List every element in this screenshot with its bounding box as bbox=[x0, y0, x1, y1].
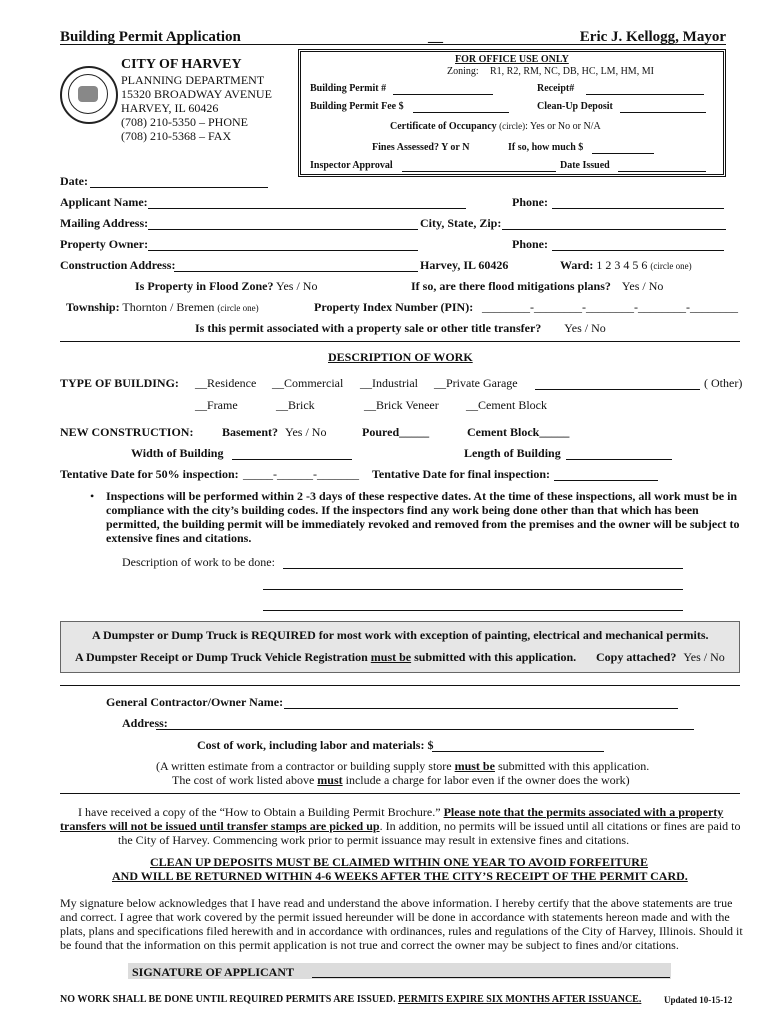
section-rule bbox=[60, 341, 740, 342]
footer-expire: PERMITS EXPIRE SIX MONTHS AFTER ISSUANCE. bbox=[397, 994, 642, 1005]
description-line-1[interactable] bbox=[283, 557, 683, 569]
receipt-field[interactable] bbox=[586, 83, 704, 95]
pin-label: Property Index Number (PIN): bbox=[314, 300, 474, 314]
how-much-label: If so, how much $ bbox=[508, 142, 584, 153]
cost-label: Cost of work, including labor and materials bbox=[197, 738, 421, 752]
cleanup-deposit-field[interactable] bbox=[620, 101, 706, 113]
date-issued-label: Date Issued bbox=[560, 160, 610, 171]
transfer-note: Please note that the permits associated with a property bbox=[443, 805, 724, 819]
zoning-options: R1, R2, RM, NC, DB, HC, LM, HM, MI bbox=[490, 66, 654, 77]
inspector-approval-label: Inspector Approval bbox=[310, 160, 393, 171]
cost-dollar: : $ bbox=[420, 738, 434, 752]
inspection-notice: Inspections will be performed within 2 -3 days of these respective dates. At the time of these inspections, all work must be in compliance with the city’s building codes. If the inspectors find any work being done other than that which has been permitted, the building permit will be immediately revoked and removed from the premises and the owner will be subject to extensive fines and citations. bbox=[106, 489, 740, 545]
township-label: Township: bbox=[66, 300, 120, 314]
cert-label: Certificate of Occupancy bbox=[390, 121, 497, 132]
csz-label: City, State, Zip: bbox=[420, 216, 502, 230]
other-field[interactable] bbox=[535, 378, 700, 390]
cement-block-option[interactable]: __Cement Block bbox=[466, 398, 547, 412]
tent-50-label: Tentative Date for 50% inspection: bbox=[60, 467, 239, 481]
mitigation-label: If so, are there flood mitigations plans? bbox=[411, 279, 611, 293]
mailing-label: Mailing Address: bbox=[60, 216, 149, 230]
owner-label: Property Owner: bbox=[60, 237, 149, 251]
dumpster-line-2c: submitted with this application. bbox=[411, 650, 577, 664]
new-construction-label: NEW CONSTRUCTION: bbox=[60, 425, 194, 439]
cert-circle: (circle) bbox=[499, 121, 526, 131]
permit-fee-label: Building Permit Fee $ bbox=[310, 101, 404, 112]
dumpster-line-2a: A Dumpster Receipt or Dump Truck Vehicle Registration bbox=[75, 650, 371, 664]
date-label: Date: bbox=[60, 174, 88, 188]
city-street: 15320 BROADWAY AVENUE bbox=[121, 87, 272, 101]
brochure-text: I have received a copy of the “How to Obtain a Building Permit Brochure.” bbox=[78, 805, 444, 819]
brick-veneer-option[interactable]: __Brick Veneer bbox=[364, 398, 439, 412]
length-label: Length of Building bbox=[464, 446, 561, 460]
commencing-note: the City of Harvey. Commencing work prior to permit issuance may result in extensive fines and citations. bbox=[118, 833, 630, 847]
estimate-must-be: must be bbox=[454, 759, 495, 773]
applicant-field[interactable] bbox=[148, 197, 466, 209]
form-title: Building Permit Application bbox=[60, 29, 241, 45]
contractor-address-label: Address bbox=[122, 716, 164, 730]
mayor-name: Eric J. Kellogg, Mayor bbox=[579, 29, 726, 45]
ward-options[interactable]: 1 2 3 4 5 6 bbox=[596, 258, 648, 272]
cement-block-field[interactable]: Cement Block_____ bbox=[467, 425, 570, 439]
estimate-note-c: submitted with this application. bbox=[494, 759, 650, 773]
city-seal-icon bbox=[60, 66, 118, 124]
permit-form-page: Building Permit Application __ Eric J. Kellogg, Mayor CITY OF HARVEY PLANNING DEPARTMENT 15320 BROADWAY AVENUE HARVEY, IL 60426 (708) 210-5350 – PHONE (708) 210-5368 – FAX FOR OFFICE USE ONLY Zoning: R1, R2, RM, NC, DB, HC, LM, HM, MI Building Permit # Receipt# Building Permit Fee $ Clean-Up Deposit Certificate of Occupancy (circle): Yes or No or N/A Fines Assessed? Y or N If so, how much $ Inspector Approval Date Issued Date: Applicant Name: Phone: Mailing Address: City, State, Zip: Property Owner: Phone: Construction Address: Harvey, IL 60426 Ward: 1 2 3 4 5 6 (circle one) Is Property in Flood Zone? Yes / No If so, are there flood mitigations plans? Yes / No Township: Thornton / Bremen (circle one) Property Index Number (PIN): ________-________-________-________-________ Is this permit associated with a property sale or other title transfer? Yes / No DESCRIPTION OF WORK TYPE OF BUILDING: __Residence __Commercial __Industrial __Private Garage ( Other) __Frame __Brick __Brick Veneer __Cement Block NEW CONSTRUCTION: Basement? Yes / No Poured_____ Cement Block_____ Width of Building Length of Building Tentative Date for 50% inspection: _____-______-_______ Tentative Date for final inspection: • Inspections will be performed within 2 -3 days of these respective dates. At the time of these inspections, all work must be in compliance with the city’s building codes. If the inspectors find any work being done other than that which has been permitted, the building permit will be immediately revoked and removed from the premises and the owner will be subject to extensive fines and citations. Description of work to be done: A Dumpster or Dump Truck is REQUIRED for most work with exception of painting, electrical and mechanical permits. A Dumpster Receipt or Dump Truck Vehicle Registration must be submitted with this application. Copy attached? Yes / No General Contractor/Owner Name: Address: Cost of work, including labor and materials: $ (A written estimate from a contractor or building supply store must be submitted with this application. The cost of work listed above must include a charge for labor even if the owner does the work) I have received a copy of the “How to Obtain a Building Permit Brochure.” Please note that the permits associated with a property transfers will not be issued until transfer stamps are picked up. In addition, no permits will be issued until all citations or fines are paid to the City of Harvey. Commencing work prior to permit issuance may result in extensive fines and citations. CLEAN UP DEPOSITS MUST BE CLAIMED WITHIN ONE YEAR TO AVOID FORFEITURE AND WILL BE RETURNED WITHIN 4-6 WEEKS AFTER THE CITY’S RECEIPT OF THE PERMIT CARD. My signature below acknowledges that I have read and understand the above information. I hereby certify that the above statements are true and correct. I agree that work covered by the permit issued hereunder will be done in accordance with statements hereon made and with the plats, plans and specifications filed herewith and in accordance with ordinances, rules and regulations of the City of Harvey, Illinois. Should it be found that the information on this permit application is not true and correct the owner may be subject to fines and/or citations. SIGNATURE OF APPLICANT NO WORK SHALL BE DONE UNTIL REQUIRED PERMITS ARE ISSUED. PERMITS EXPIRE SIX MONTHS AFTER ISSUANCE. Updated 10-15-12 bbox=[60, 29, 743, 1005]
description-heading: DESCRIPTION OF WORK bbox=[328, 350, 473, 364]
width-field[interactable] bbox=[232, 448, 352, 460]
receipt-label: Receipt# bbox=[537, 83, 575, 94]
brick-option[interactable]: __Brick bbox=[276, 398, 315, 412]
garage-option[interactable]: __Private Garage bbox=[434, 376, 518, 390]
citations-note: . In addition, no permits will be issued until all citations or fines are paid to bbox=[379, 819, 741, 833]
description-label: Description of work to be done: bbox=[122, 555, 275, 569]
flood-label: Is Property in Flood Zone? bbox=[135, 279, 274, 293]
residence-option[interactable]: __Residence bbox=[195, 376, 257, 390]
city-name: CITY OF HARVEY bbox=[121, 57, 242, 72]
phone-label: Phone: bbox=[512, 195, 548, 209]
cert-options: : Yes or No or N/A bbox=[525, 121, 601, 132]
sale-label: Is this permit associated with a property sale or other title transfer? bbox=[195, 321, 542, 335]
inspector-field[interactable] bbox=[402, 160, 556, 172]
how-much-field[interactable] bbox=[592, 142, 654, 154]
pin-field[interactable]: ________-________-________-________-________ bbox=[482, 300, 738, 314]
contractor-rule-top bbox=[60, 685, 740, 686]
harvey-zip: Harvey, IL 60426 bbox=[420, 258, 509, 272]
labor-note-c: include a charge for labor even if the owner does the work) bbox=[342, 773, 630, 787]
owner-field[interactable] bbox=[148, 239, 418, 251]
city-fax: (708) 210-5368 – FAX bbox=[121, 129, 232, 143]
other-label: ( Other) bbox=[704, 376, 743, 390]
mailing-field[interactable] bbox=[148, 218, 418, 230]
updated-date: Updated 10-15-12 bbox=[664, 995, 733, 1005]
sale-yn[interactable]: Yes / No bbox=[564, 321, 606, 335]
cleanup-notice-1: CLEAN UP DEPOSITS MUST BE CLAIMED WITHIN ONE YEAR TO AVOID FORFEITURE bbox=[150, 855, 648, 869]
signature-label: SIGNATURE OF APPLICANT bbox=[132, 965, 295, 979]
basement-yn[interactable]: Yes / No bbox=[285, 425, 327, 439]
footer-no-work: NO WORK SHALL BE DONE UNTIL REQUIRED PERMITS ARE ISSUED. bbox=[60, 994, 398, 1005]
office-heading: FOR OFFICE USE ONLY bbox=[455, 54, 569, 65]
cleanup-notice-2: AND WILL BE RETURNED WITHIN 4-6 WEEKS AFTER THE CITY’S RECEIPT OF THE PERMIT CARD. bbox=[112, 869, 688, 883]
labor-must: must bbox=[317, 773, 343, 787]
date-issued-field[interactable] bbox=[618, 160, 706, 172]
phone-field[interactable] bbox=[552, 197, 724, 209]
frame-option[interactable]: __Frame bbox=[195, 398, 238, 412]
signature-field[interactable] bbox=[312, 966, 670, 978]
permit-fee-field[interactable] bbox=[413, 101, 509, 113]
header-rule bbox=[60, 44, 726, 45]
copy-attached-yn[interactable]: Yes / No bbox=[683, 650, 725, 664]
city-phone: (708) 210-5350 – PHONE bbox=[121, 115, 248, 129]
description-line-2[interactable] bbox=[263, 578, 683, 590]
industrial-option[interactable]: __Industrial bbox=[360, 376, 418, 390]
description-line-3[interactable] bbox=[263, 599, 683, 611]
width-label: Width of Building bbox=[131, 446, 224, 460]
transfer-stamps-note: transfers will not be issued until transfer stamps are picked up bbox=[60, 819, 380, 833]
type-building-label: TYPE OF BUILDING: bbox=[60, 376, 179, 390]
permit-no-field[interactable] bbox=[393, 83, 493, 95]
signature-acknowledgement: My signature below acknowledges that I have read and understand the above information. I hereby certify that the above statements are true and correct. I agree that work covered by the permit issued hereunder will be done in accordance with statements hereon made and with the plats, plans and specifications filed herewith and in accordance with ordinances, rules and regulations of the City of Harvey, Illinois. Should it be found that the information on this permit application is not true and correct the owner may be subject to fines and/or citations. bbox=[60, 896, 743, 952]
poured-field[interactable]: Poured_____ bbox=[362, 425, 430, 439]
contractor-name-field[interactable] bbox=[284, 697, 678, 709]
contractor-address-field[interactable] bbox=[156, 718, 694, 730]
fines-assessed: Fines Assessed? Y or N bbox=[372, 142, 470, 153]
zoning-label: Zoning: bbox=[447, 66, 479, 77]
estimate-note-a: (A written estimate from a contractor or building supply store bbox=[156, 759, 455, 773]
owner-phone-label: Phone: bbox=[512, 237, 548, 251]
cost-field[interactable] bbox=[432, 740, 604, 752]
owner-phone-field[interactable] bbox=[552, 239, 724, 251]
date-field[interactable] bbox=[90, 176, 268, 188]
bullet-icon: • bbox=[90, 489, 95, 503]
flood-yn[interactable]: Yes / No bbox=[276, 279, 318, 293]
csz-field[interactable] bbox=[502, 218, 726, 230]
dept-name: PLANNING DEPARTMENT bbox=[121, 73, 265, 87]
mitigation-yn[interactable]: Yes / No bbox=[621, 279, 664, 293]
cleanup-deposit-label: Clean-Up Deposit bbox=[537, 101, 613, 112]
tent-50-field[interactable]: _____-______-_______ bbox=[243, 467, 359, 481]
city-line: HARVEY, IL 60426 bbox=[121, 101, 219, 115]
header-gap-mark: __ bbox=[428, 29, 443, 45]
construction-label: Construction Address: bbox=[60, 258, 176, 272]
construction-field[interactable] bbox=[174, 260, 418, 272]
length-field[interactable] bbox=[566, 448, 672, 460]
applicant-label: Applicant Name: bbox=[60, 195, 148, 209]
copy-attached-label: Copy attached? bbox=[596, 650, 677, 664]
dumpster-line-1: A Dumpster or Dump Truck is REQUIRED for most work with exception of painting, electrical and mechanical permits. bbox=[92, 628, 709, 642]
dumpster-must-be: must be bbox=[370, 650, 412, 664]
ward-circle: (circle one) bbox=[650, 261, 692, 271]
township-options[interactable]: Thornton / Bremen bbox=[122, 300, 215, 314]
commercial-option[interactable]: __Commercial bbox=[272, 376, 344, 390]
basement-label: Basement? bbox=[222, 425, 278, 439]
contractor-rule-bottom bbox=[60, 793, 740, 794]
building-permit-no-label: Building Permit # bbox=[310, 83, 387, 94]
contractor-name-label: General Contractor/Owner Name bbox=[106, 695, 280, 709]
township-circle: (circle one) bbox=[217, 303, 259, 313]
tent-final-label: Tentative Date for final inspection: bbox=[372, 467, 550, 481]
tent-final-field[interactable] bbox=[554, 469, 658, 481]
labor-note-a: The cost of work listed above bbox=[172, 773, 318, 787]
ward-label: Ward: bbox=[560, 258, 594, 272]
